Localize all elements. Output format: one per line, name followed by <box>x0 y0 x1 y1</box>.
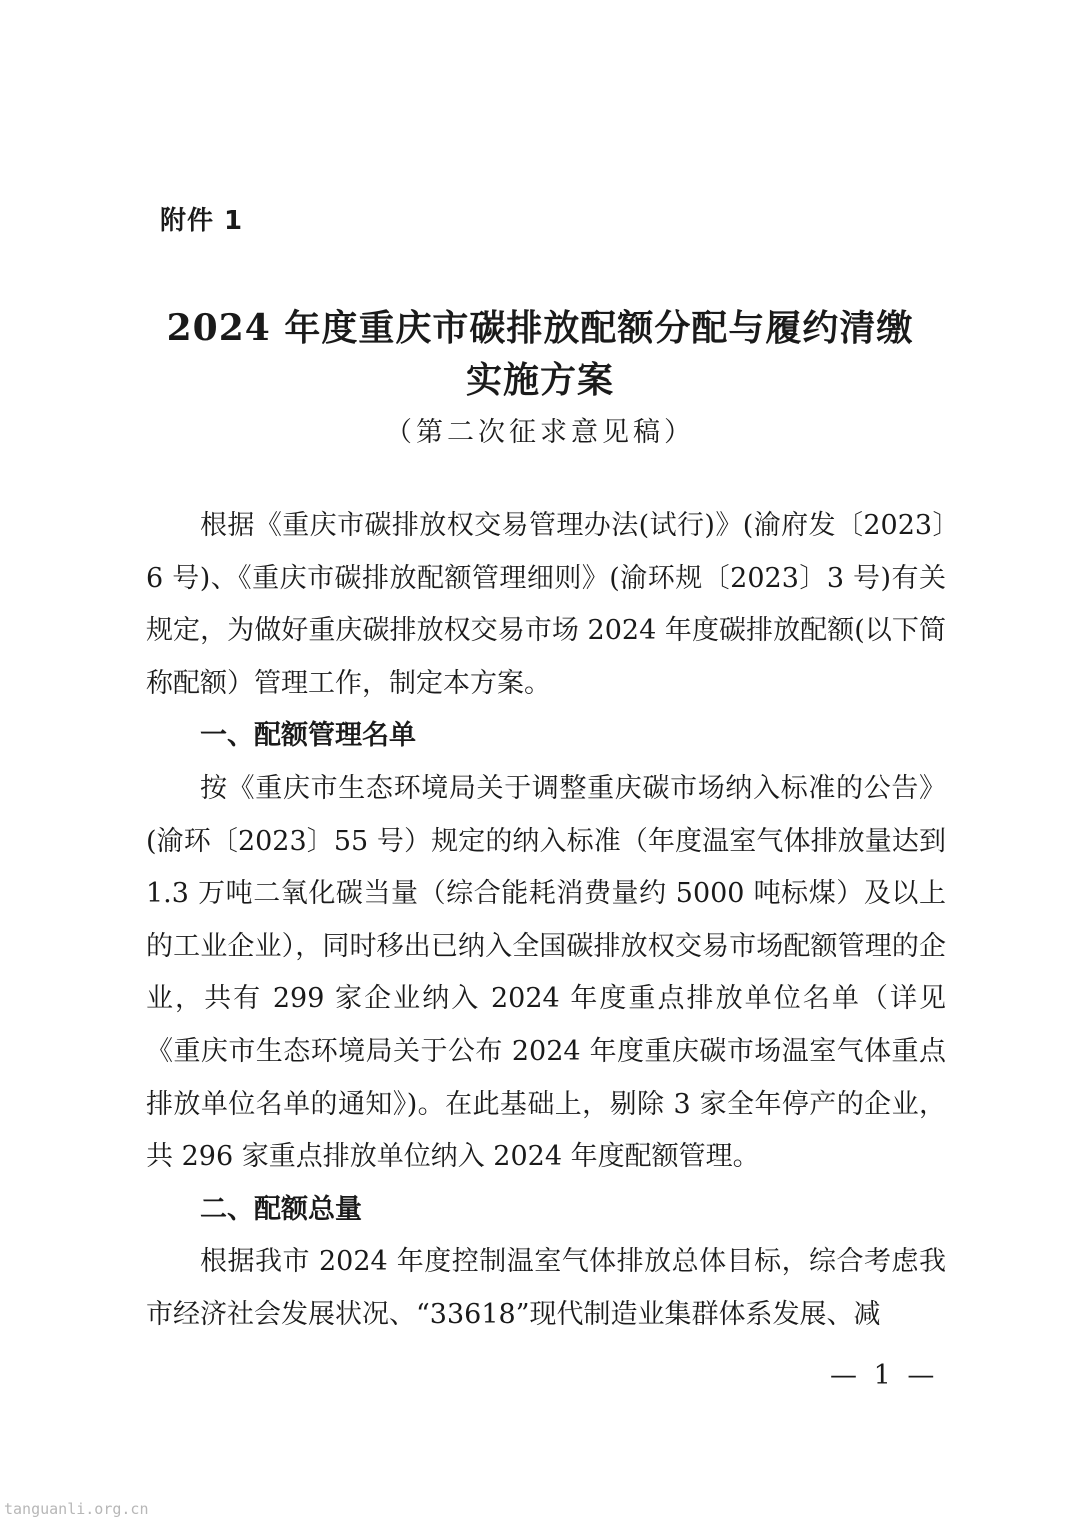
intro-paragraph: 根据《重庆市碳排放权交易管理办法(试行)》(渝府发〔2023〕6 号)、《重庆市碳排放配额管理细则》(渝环规〔2023〕3 号)有关规定，为做好重庆碳排放权交易市场 2024 年度碳排放配额(以下简称配额）管理工作，制定本方案。 <box>146 510 946 699</box>
attachment-label: 附件 1 <box>160 206 244 236</box>
document-subtitle: （第二次征求意见稿） <box>385 417 695 448</box>
section-heading-1: 一、配额管理名单 <box>200 720 416 752</box>
page-number: — 1 — <box>830 1360 939 1391</box>
document-title-line2: 实施方案 <box>465 359 614 401</box>
section-2-paragraph: 根据我市 2024 年度控制温室气体排放总体目标，综合考虑我市经济社会发展状况、“33618”现代制造业集群体系发展、减 <box>146 1246 946 1330</box>
section-1-paragraph: 按《重庆市生态环境局关于调整重庆碳市场纳入标准的公告》(渝环〔2023〕55 号）规定的纳入标准（年度温室气体排放量达到 1.3 万吨二氧化碳当量（综合能耗消费量约 5000 吨标煤）及以上的工业企业），同时移出已纳入全国碳排放权交易市场配额管理的企业，共有 299 家企业纳入 2024 年度重点排放单位名单（详见《重庆市生态环境局关于公布 2024 年度重庆碳市场温室气体重点排放单位名单的通知》)。在此基础上，剔除 3 家全年停产的企业，共 296 家重点排放单位纳入 2024 年度配额管理。 <box>146 772 946 1173</box>
watermark-text: tanguanli.org.cn <box>4 1500 149 1518</box>
section-heading-2: 二、配额总量 <box>200 1193 362 1225</box>
document-title-line1: 2024 年度重庆市碳排放配额分配与履约清缴 <box>166 307 914 349</box>
document-body <box>146 500 946 1342</box>
